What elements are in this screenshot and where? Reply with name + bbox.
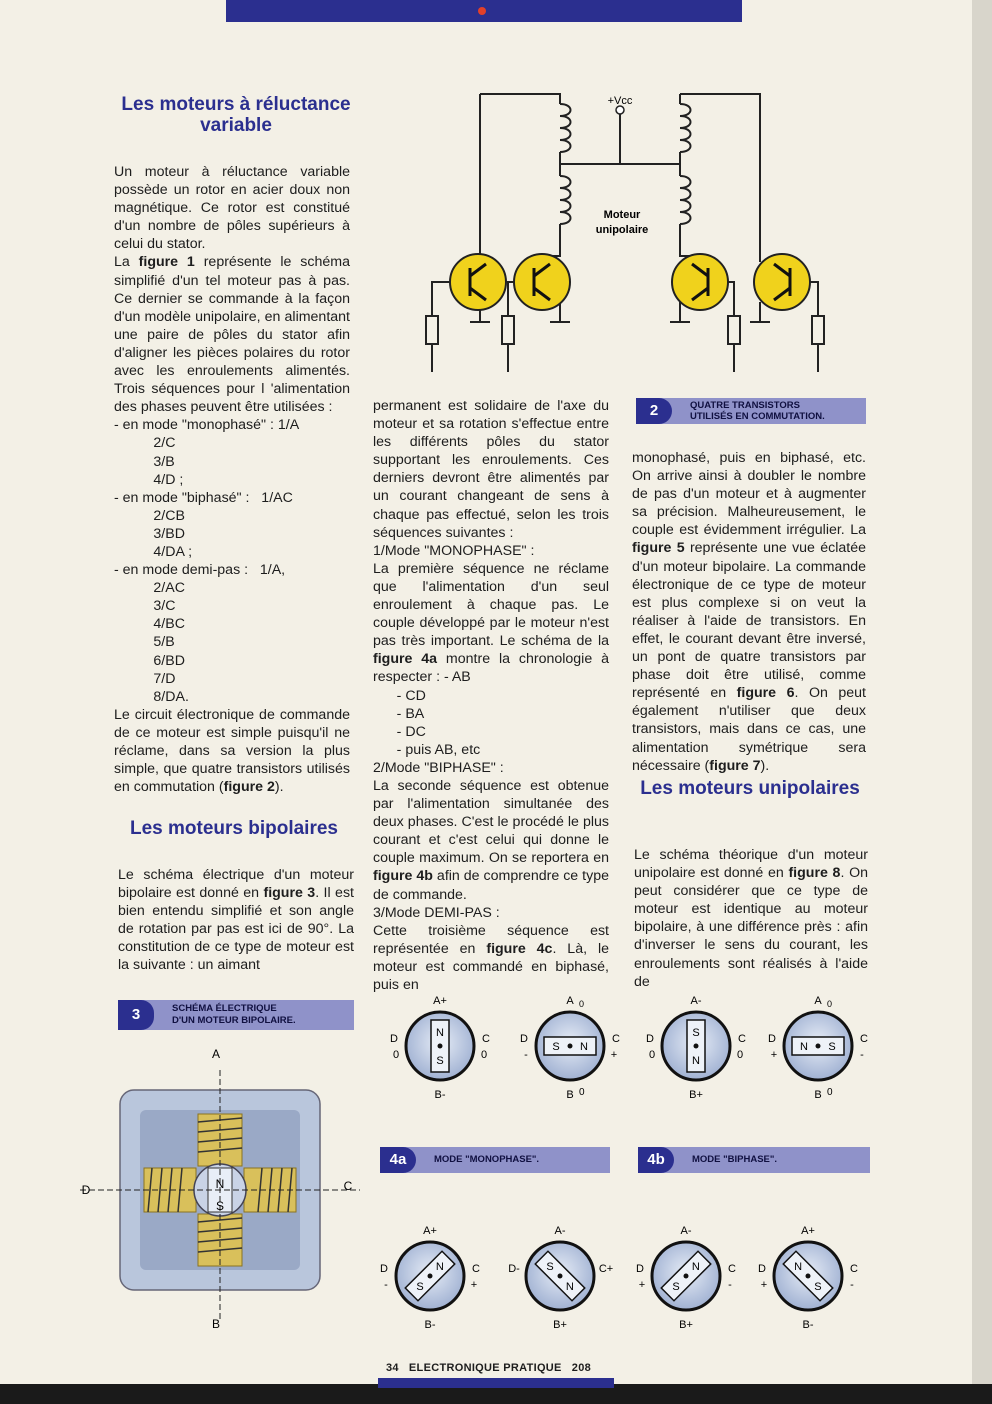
text: représente une vue éclatée d'un moteur bipolaire. La commande électronique de ce type de moteur est plus complexe si on veut la réaliser à l'aide de transistors. En effet, le courant devant être inversé, un pont de quatre transistors par phase doit être utilisé, comme représenté en	[632, 540, 867, 702]
figure-ref: figure 7	[709, 757, 761, 774]
rotor-label: +	[470, 1279, 478, 1291]
mode-title: 1/Mode "MONOPHASE" :	[373, 542, 535, 559]
figure-ref: figure 5	[632, 540, 685, 557]
rotor-label: D	[768, 1033, 776, 1045]
rotor-label: B	[566, 1089, 574, 1101]
rotor-label: D	[390, 1033, 398, 1045]
paragraph	[373, 560, 609, 687]
rotor-label: S	[436, 1055, 444, 1067]
figure-number: 4b	[638, 1147, 674, 1173]
figure-number: 4a	[380, 1147, 416, 1173]
rotor-label: +	[760, 1279, 768, 1291]
figure-ref: figure 8	[788, 865, 841, 882]
pole-n-label: N	[215, 1177, 225, 1191]
rotor-label: S	[416, 1280, 424, 1293]
rotor-label: -	[524, 1049, 528, 1061]
rotor-label: N	[691, 1261, 700, 1274]
heading-reluctance: Les moteurs à réluctance variable	[121, 94, 351, 136]
rotor-label: N	[435, 1261, 444, 1274]
text: afin de comprendre ce type de commande.	[373, 868, 609, 903]
rotor-label: 0	[480, 1049, 488, 1061]
rotor-label: A+	[433, 995, 447, 1007]
rotor-label: 0	[579, 1087, 585, 1098]
top-color-bar	[226, 0, 742, 22]
page-number: 34	[386, 1362, 399, 1374]
rotor-label: 0	[827, 1087, 833, 1098]
text: montre la chronologie à respecter : - AB	[373, 651, 609, 686]
rotor-label: 0	[827, 999, 833, 1009]
text: représente le schéma simplifié d'un tel moteur pas à pas. Ce dernier se commande à la façon d'un modèle unipolaire, en alimentant une paire de pôles du stator afin d'aligner les pièces polaires du rotor avec les enroulements alimentés. Trois séquences pour l 'alimentation des phases peuvent être utilisées :	[114, 254, 350, 416]
sequence-list: - en mode "monophasé" : 1/A 2/C 3/B 4/D ; - en mode "biphasé" : 1/AC 2/CB 3/BD 4/DA ; - en mode demi-pas : 1/A, 2/AC 3/C 4/BC 5/B 6/BD 7/D 8/DA.	[114, 417, 300, 705]
rotor-label: 0	[736, 1049, 744, 1061]
text: La	[114, 254, 139, 271]
vcc-label: +Vcc	[607, 95, 633, 107]
rotor-label: D	[636, 1263, 644, 1275]
rotor-label: N	[692, 1055, 700, 1067]
rotor-label: S	[814, 1280, 822, 1293]
caption-line: QUATRE TRANSISTORS	[690, 400, 800, 411]
figure-ref: figure 4c	[486, 940, 553, 957]
text: . On peut considérer que ce type de moteur est identique au moteur bipolaire, à une différence près : afin d'inverser le sens du courant, les enroulements sont réalisés à l'aide de	[634, 865, 869, 990]
figure-ref: figure 3	[263, 885, 316, 902]
pole-s-label: S	[215, 1199, 225, 1213]
caption-line: UTILISÉS EN COMMUTATION.	[690, 411, 825, 422]
figure-ref: figure 4a	[373, 651, 438, 668]
rotor-label: N	[580, 1041, 588, 1053]
rotor-label: N	[794, 1261, 803, 1274]
rotor-label: N	[436, 1027, 444, 1039]
caption-figure-4b	[638, 1147, 870, 1173]
text: . On peut également n'utiliser que deux transistors, mais dans ce cas, une alimentation symétrique sera nécessaire (	[632, 685, 866, 774]
rotor-label: 0	[392, 1049, 400, 1061]
rotor-label: C	[738, 1033, 746, 1045]
rotor-label: D-	[508, 1263, 520, 1275]
transistors	[450, 254, 810, 310]
rotor-label: B-	[424, 1319, 436, 1331]
paragraph	[114, 706, 350, 796]
caption-figure-4a	[380, 1147, 610, 1173]
sequence-list: - CD - BA - DC - puis AB, etc	[396, 687, 481, 758]
text: ).	[274, 779, 284, 796]
terminal-d-label: D	[81, 1183, 91, 1197]
text: Cette troisième séquence est représentée en	[373, 922, 609, 957]
figure-ref: figure 2	[223, 779, 275, 796]
rotor-label: S	[828, 1041, 836, 1053]
rotor-label: 0	[579, 999, 585, 1009]
paragraph: Un moteur à réluctance variable possède un rotor en acier doux non magnétique. Ce rotor est constitué d'un nombre de pôles supérieurs à celui du stator.	[114, 164, 350, 253]
heading-unipolar: Les moteurs unipolaires	[640, 778, 860, 799]
text: Le schéma électrique d'un moteur bipolaire est donné en	[118, 867, 354, 902]
motor-label: unipolaire	[595, 224, 649, 236]
text: Le circuit électronique de commande de ce moteur est simple puisqu'il ne réclame, dans sa version la plus simple, que quatre transistors utilisés en commutation (	[114, 706, 350, 796]
rotor-label: B+	[689, 1089, 703, 1101]
figure-ref: figure 4b	[373, 868, 433, 885]
rotor-label: D	[646, 1033, 654, 1045]
mode-title: 2/Mode "BIPHASE" :	[373, 759, 504, 776]
rotor-label: -	[850, 1279, 854, 1291]
rotor-label: C	[728, 1263, 736, 1275]
column-2	[373, 397, 609, 994]
issue-number: 208	[571, 1362, 592, 1374]
rotor-label: 0	[648, 1049, 656, 1061]
caption-line: D'UN MOTEUR BIPOLAIRE.	[172, 1015, 296, 1026]
text: ).	[760, 757, 770, 774]
paragraph	[118, 866, 354, 975]
text: . Là, le moteur est commandé en biphasé, puis en	[373, 940, 609, 993]
caption-text: MODE "MONOPHASE".	[434, 1154, 540, 1165]
rotor-label: C	[482, 1033, 490, 1045]
rotor-label: S	[552, 1041, 560, 1053]
magazine-name: ELECTRONIQUE PRATIQUE	[408, 1362, 562, 1374]
rotor-label: -	[860, 1049, 864, 1061]
figure-2-circuit	[410, 84, 840, 384]
rotor-label: A-	[690, 995, 702, 1007]
page-edge	[972, 0, 992, 1404]
caption-line: SCHÉMA ÉLECTRIQUE	[172, 1003, 277, 1014]
paragraph	[373, 777, 609, 904]
rotor-label: -	[384, 1279, 388, 1291]
rotor-label: A-	[680, 1225, 692, 1237]
terminal-b-label: B	[211, 1317, 221, 1331]
rotor-label: +	[638, 1279, 646, 1291]
rotor-label: S	[672, 1280, 680, 1293]
heading-bipolar: Les moteurs bipolaires	[129, 818, 338, 839]
caption-figure-2	[636, 398, 866, 424]
text: La première séquence ne réclame que l'alimentation d'un seul enroulement à chaque pas. Le couple développé par le moteur n'est pas très important. Le schéma de la	[373, 560, 609, 650]
rotor-label: A+	[423, 1225, 437, 1237]
text: Le schéma théorique d'un moteur unipolaire est donné en	[634, 847, 868, 882]
footer-bar	[378, 1378, 614, 1388]
figure-3-motor	[80, 1044, 360, 1334]
column-3-top	[632, 449, 866, 775]
rotor-label: C	[472, 1263, 480, 1275]
rotor-label: B	[814, 1089, 822, 1101]
rotor-label: D	[520, 1033, 528, 1045]
mode-title: 3/Mode DEMI-PAS :	[373, 904, 500, 921]
column-3-bottom	[634, 846, 868, 991]
rotor-label: B-	[802, 1319, 814, 1331]
rotor-label: S	[692, 1027, 700, 1039]
top-marker-dot	[478, 7, 486, 15]
rotor-label: B-	[434, 1089, 446, 1101]
rotor-label: C	[612, 1033, 620, 1045]
paragraph	[632, 449, 866, 775]
figure-number: 2	[636, 398, 672, 424]
rotor-label: +	[610, 1049, 618, 1061]
figure-ref: figure 1	[138, 254, 195, 271]
motor-label: Moteur	[603, 209, 641, 221]
caption-text	[172, 1003, 296, 1027]
caption-text: MODE "BIPHASE".	[692, 1154, 778, 1165]
rotor-label: A-	[554, 1225, 566, 1237]
rotor-label: N	[800, 1041, 808, 1053]
rotor-label: C	[850, 1263, 858, 1275]
rotor-label: B+	[679, 1319, 693, 1331]
paragraph	[634, 846, 868, 991]
terminal-c-label: C	[343, 1179, 353, 1193]
rotor-label: N	[565, 1280, 574, 1293]
caption-figure-3	[118, 1000, 354, 1030]
rotor-label: C	[860, 1033, 868, 1045]
paragraph: permanent est solidaire de l'axe du moteur et sa rotation s'effectue entre les différents pôles du stator supportant les enroulements. Ces derniers devront être alimentés par un courant changeant de sens à chaque pas effectué, selon les trois séquences suivantes :	[373, 398, 609, 541]
caption-text	[690, 400, 825, 422]
rotor-label: A+	[801, 1225, 815, 1237]
rotor-label: C+	[598, 1263, 614, 1275]
rotor-label: D	[758, 1263, 766, 1275]
page-footer	[386, 1362, 591, 1374]
figure-number: 3	[118, 1000, 154, 1030]
rotor-label: S	[546, 1261, 554, 1274]
rotor-label: -	[728, 1279, 732, 1291]
rotor-label: +	[770, 1049, 778, 1061]
text: . Il est bien entendu simplifié et son angle de rotation par pas est ici de 90°. La constitution de ce type de moteur est la suivante : un aimant	[118, 885, 354, 974]
terminal-a-label: A	[211, 1047, 221, 1061]
rotor-label: A	[566, 995, 574, 1007]
column-1-bottom	[118, 866, 354, 975]
text: La seconde séquence est obtenue par l'alimentation simultanée des deux phases. C'est le procédé le plus courant et c'est celui qui donne le couple maximum. On se reportera en	[373, 777, 609, 867]
paragraph	[114, 253, 350, 416]
column-1-top	[114, 163, 350, 796]
text: monophasé, puis en biphasé, etc. On arrive ainsi à doubler le nombre de pas d'un moteur et à augmenter sa précision. Malheureusement, le couple est évidemment irrégulier. La	[632, 450, 866, 539]
rotor-label: D	[380, 1263, 388, 1275]
rotor-label: B+	[553, 1319, 567, 1331]
figure-ref: figure 6	[736, 685, 795, 702]
rotor-label: A	[814, 995, 822, 1007]
